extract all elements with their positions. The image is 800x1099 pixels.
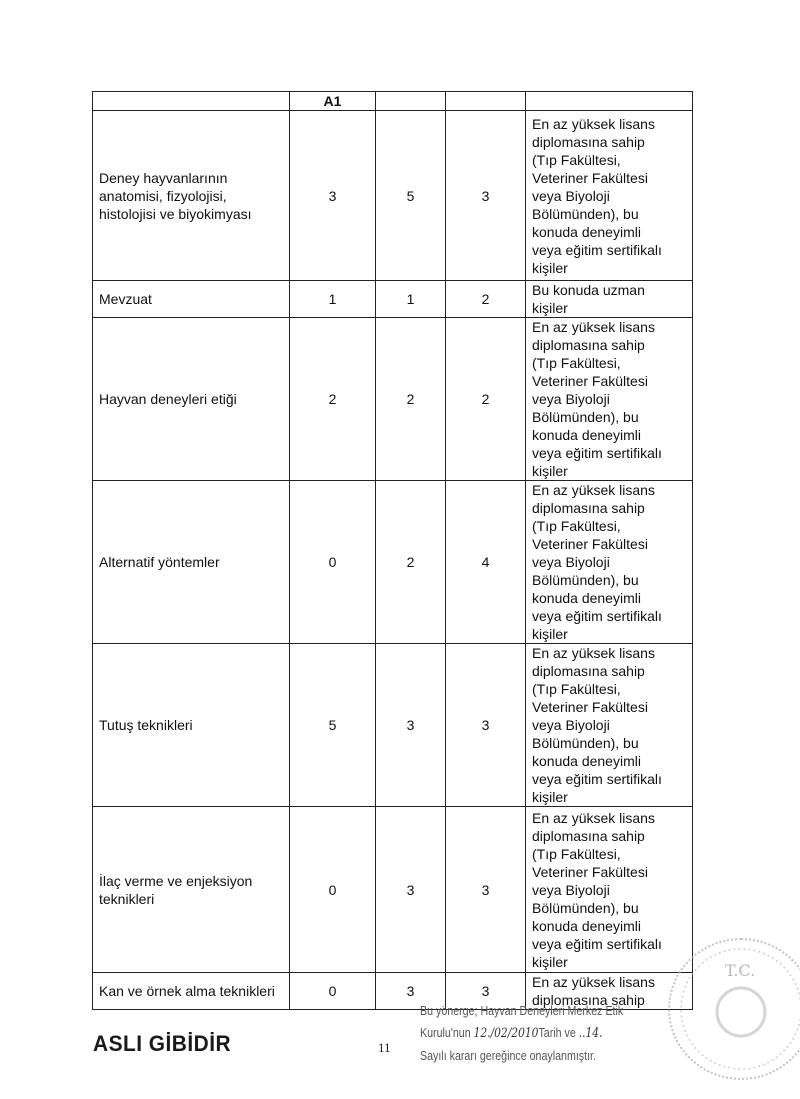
requirement-cell <box>526 644 693 807</box>
table-row <box>93 281 693 318</box>
header-cell-topic <box>93 92 290 111</box>
topic-cell: Hayvan deneyleri etiği <box>93 318 290 481</box>
stamp-line-2-prefix: Kurulu'nun <box>420 1025 471 1040</box>
approval-stamp <box>420 1000 624 1067</box>
value-cell: 3 <box>446 973 526 1010</box>
stamp-number: ..14. <box>578 1026 603 1041</box>
topic-cell: Mevzuat <box>93 281 290 318</box>
value-cell: 5 <box>290 644 376 807</box>
value-cell: 1 <box>376 281 446 318</box>
value-cell: 2 <box>376 481 446 644</box>
requirement-text: En az yüksek lisans diplomasına sahip (Tıp Fakültesi, Veteriner Fakültesi veya Biyoloji Bölümünden), bu konuda deneyimli veya eğitim sertifikalı kişiler <box>532 319 662 479</box>
requirement-cell <box>526 111 693 281</box>
requirement-cell <box>526 281 693 318</box>
value-cell: 3 <box>376 973 446 1010</box>
seal-text: T.C. <box>725 961 756 980</box>
topic-cell: Deney hayvanlarının anatomisi, fizyolojisi, histolojisi ve biyokimyası <box>93 111 290 281</box>
official-seal <box>668 938 800 1080</box>
value-cell: 2 <box>290 318 376 481</box>
table-row <box>93 318 693 481</box>
training-requirements-table <box>92 91 693 1010</box>
requirement-text: En az yüksek lisans diplomasına sahip (Tıp Fakültesi, Veteriner Fakültesi veya Biyoloji Bölümünden), bu konuda deneyimli veya eğitim sertifikalı kişiler <box>532 115 662 276</box>
topic-cell: Tutuş teknikleri <box>93 644 290 807</box>
page-number: 11 <box>378 1040 391 1055</box>
value-cell: 3 <box>376 644 446 807</box>
stamp-date: 12./02/2010 <box>473 1026 539 1041</box>
requirement-text: En az yüksek lisans diplomasına sahip (Tıp Fakültesi, Veteriner Fakültesi veya Biyoloji Bölümünden), bu konuda deneyimli veya eğitim sertifikalı kişiler <box>532 482 662 642</box>
table-row <box>93 111 693 281</box>
requirement-cell <box>526 318 693 481</box>
requirement-text: Bu konuda uzman kişiler <box>532 282 645 316</box>
topic-cell: Alternatif yöntemler <box>93 481 290 644</box>
value-cell: 0 <box>290 807 376 973</box>
topic-cell: İlaç verme ve enjeksiyon teknikleri <box>93 807 290 973</box>
value-cell: 3 <box>290 111 376 281</box>
stamp-line-2 <box>420 1022 617 1045</box>
header-cell-col4 <box>446 92 526 111</box>
table-row <box>93 644 693 807</box>
value-cell: 5 <box>376 111 446 281</box>
requirement-cell <box>526 807 693 973</box>
header-cell-a1: A1 <box>290 92 376 111</box>
asli-gibidir-stamp: ASLI GİBİDİR <box>93 1031 232 1056</box>
stamp-line-1: Bu yönerge; Hayvan Deneyleri Merkez Etik <box>420 1003 624 1018</box>
value-cell: 1 <box>290 281 376 318</box>
value-cell: 0 <box>290 973 376 1010</box>
value-cell: 3 <box>446 644 526 807</box>
requirement-cell <box>526 481 693 644</box>
table-row <box>93 807 693 973</box>
value-cell: 4 <box>446 481 526 644</box>
stamp-line-2-suffix: Tarih ve <box>538 1025 576 1040</box>
requirement-text: En az yüksek lisans diplomasına sahip <box>532 974 655 1008</box>
header-cell-req <box>526 92 693 111</box>
value-cell: 3 <box>446 807 526 973</box>
value-cell: 2 <box>446 318 526 481</box>
value-cell: 3 <box>446 111 526 281</box>
stamp-line-3: Sayılı kararı gereğince onaylanmıştır. <box>420 1048 596 1063</box>
topic-cell: Kan ve örnek alma teknikleri <box>93 973 290 1010</box>
requirement-text: En az yüksek lisans diplomasına sahip (Tıp Fakültesi, Veteriner Fakültesi veya Biyoloji Bölümünden), bu konuda deneyimli veya eğitim sertifikalı kişiler <box>532 809 662 970</box>
requirement-text: En az yüksek lisans diplomasına sahip (Tıp Fakültesi, Veteriner Fakültesi veya Biyoloji Bölümünden), bu konuda deneyimli veya eğitim sertifikalı kişiler <box>532 645 662 805</box>
value-cell: 2 <box>376 318 446 481</box>
table-header-row <box>93 92 693 111</box>
header-cell-col3 <box>376 92 446 111</box>
value-cell: 2 <box>446 281 526 318</box>
value-cell: 0 <box>290 481 376 644</box>
table-row <box>93 481 693 644</box>
value-cell: 3 <box>376 807 446 973</box>
seal-icon <box>670 940 800 1078</box>
